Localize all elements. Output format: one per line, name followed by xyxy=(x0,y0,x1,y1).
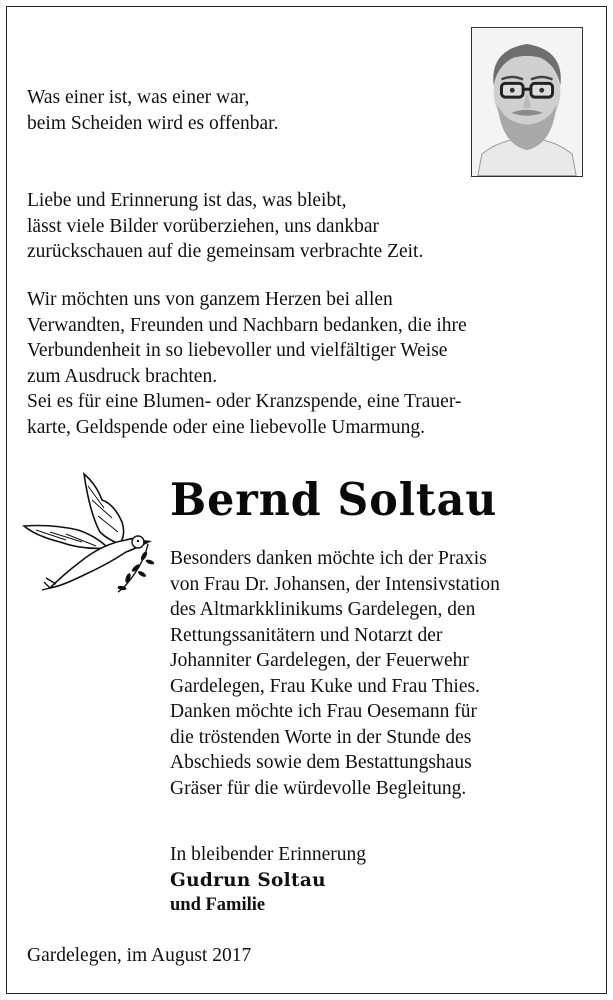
text-line: Sei es für eine Blumen- oder Kranzspende, eine Trauer- xyxy=(27,391,462,412)
text-line: lässt viele Bilder vorüberziehen, uns dankbar xyxy=(27,215,379,237)
closing-intro: In bleibender Erinnerung xyxy=(170,844,367,865)
text-line: zurückschauen auf die gemeinsam verbrachte Zeit. xyxy=(27,241,424,262)
text-line: Wir möchten uns von ganzem Herzen bei allen xyxy=(27,289,393,310)
text-line: Gardelegen, Frau Kuke und Frau Thies. xyxy=(170,675,480,697)
closing-signature xyxy=(170,842,366,919)
portrait-photo xyxy=(471,27,583,177)
text-line: karte, Geldspende oder eine liebevolle Umarmung. xyxy=(27,416,425,438)
text-line: Gräser für die würdevolle Begleitung. xyxy=(170,777,467,799)
text-line: Liebe und Erinnerung ist das, was bleibt, xyxy=(27,190,347,211)
deceased-name: Bernd Soltau xyxy=(170,473,498,526)
text-line: Abschieds sowie dem Bestattungshaus xyxy=(170,752,472,773)
dove-with-olive-branch-icon xyxy=(22,470,164,594)
signer-family: und Familie xyxy=(170,895,266,915)
place-and-date: Gardelegen, im August 2017 xyxy=(27,945,252,966)
motto-line: Was einer ist, was einer war, xyxy=(27,87,250,108)
remembrance-paragraph xyxy=(27,188,423,265)
motto-verse xyxy=(27,85,278,136)
text-line: die tröstenden Worte in der Stunde des xyxy=(170,726,472,748)
motto-line: beim Scheiden wird es offenbar. xyxy=(27,112,279,134)
text-line: Verbundenheit in so liebevoller und vielfältiger Weise xyxy=(27,340,448,361)
portrait-image xyxy=(472,28,582,176)
text-line: von Frau Dr. Johansen, der Intensivstation xyxy=(170,573,500,595)
text-line: Besonders danken möchte ich der Praxis xyxy=(170,548,487,569)
text-line: Rettungssanitätern und Notarzt der xyxy=(170,624,443,646)
text-line: Verwandten, Freunden und Nachbarn bedanken, die ihre xyxy=(27,314,467,336)
special-thanks-paragraph xyxy=(170,546,500,801)
text-line: zum Ausdruck brachten. xyxy=(27,365,218,387)
text-line: des Altmarkklinikums Gardelegen, den xyxy=(170,599,476,620)
signer-name: Gudrun Soltau xyxy=(170,869,326,891)
thanks-paragraph xyxy=(27,287,467,440)
text-line: Danken möchte ich Frau Oesemann für xyxy=(170,701,478,722)
text-line: Johanniter Gardelegen, der Feuerwehr xyxy=(170,650,469,671)
